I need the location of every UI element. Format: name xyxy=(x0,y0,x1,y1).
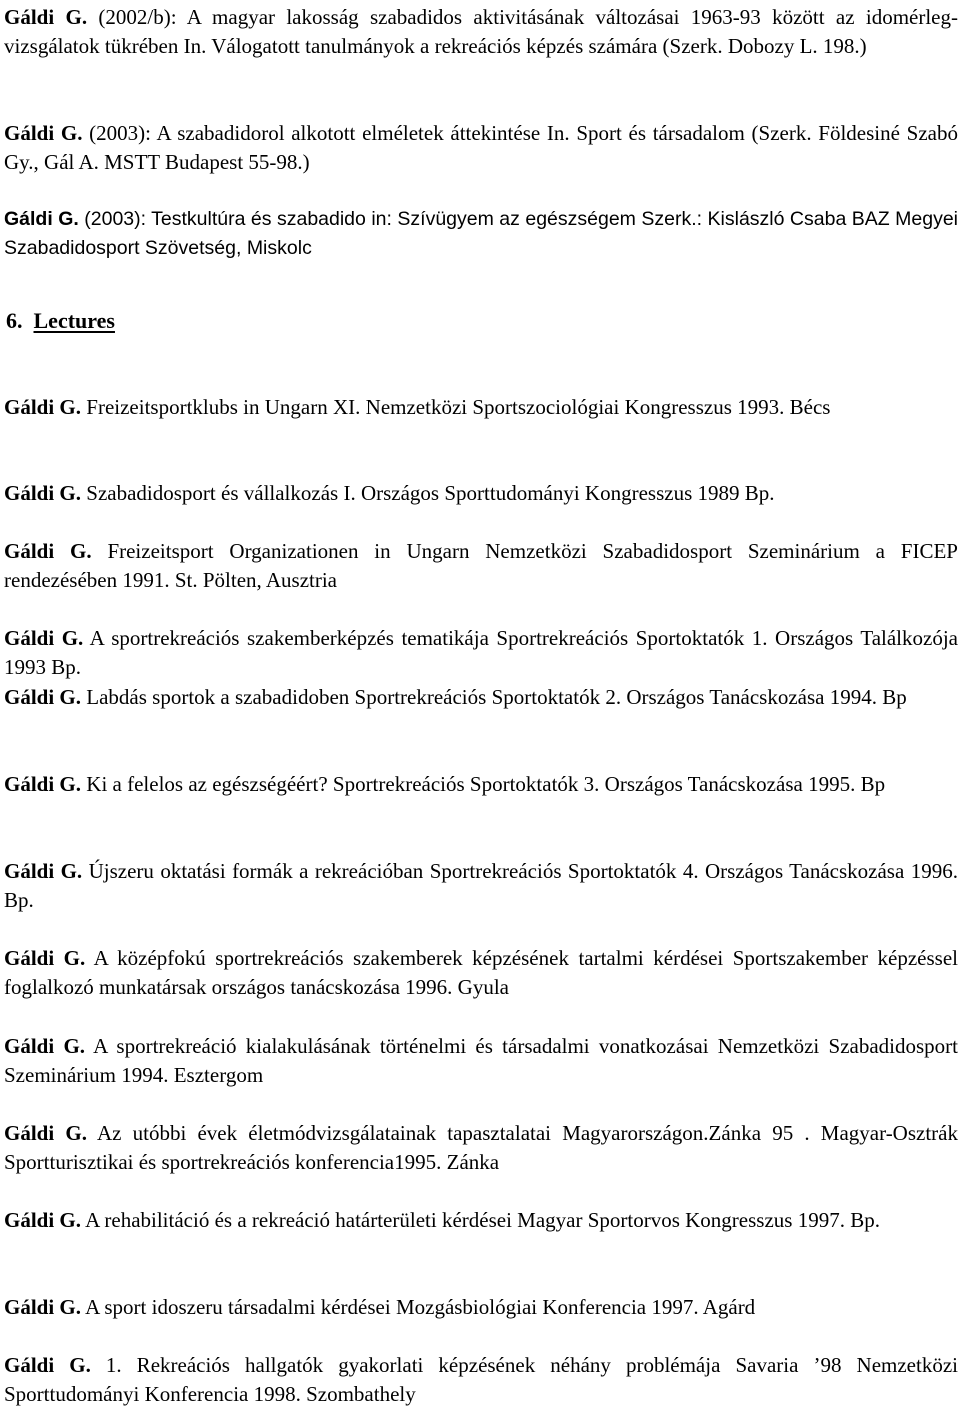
lecture-author: Gáldi G. xyxy=(4,1034,86,1058)
lecture-author: Gáldi G. xyxy=(4,946,86,970)
lecture-author: Gáldi G. xyxy=(4,859,83,883)
lecture-text: A sport idoszeru társadalmi kérdései Mozgásbiológiai Konferencia 1997. Agárd xyxy=(81,1295,756,1319)
lecture-entry xyxy=(4,1119,958,1177)
lecture-text: A rehabilitáció és a rekreáció határterületi kérdései Magyar Sportorvos Kongresszus 1997. Bp. xyxy=(81,1208,880,1232)
lecture-author: Gáldi G. xyxy=(4,685,82,709)
lecture-author: Gáldi G. xyxy=(4,1208,82,1232)
lecture-entry xyxy=(4,1032,958,1090)
lecture-entry xyxy=(4,683,958,712)
lecture-text: A sportrekreációs szakemberképzés tematikája Sportrekreációs Sportoktatók 1. Országos Találkozója 1993 Bp. xyxy=(4,626,958,679)
lecture-entry xyxy=(4,1293,958,1322)
lecture-author: Gáldi G. xyxy=(4,626,84,650)
lecture-text: Az utóbbi évek életmódvizsgálatainak tapasztalatai Magyarországon.Zánka 95 . Magyar-Osztrák Sportturisztikai és sportrekreációs konferencia1995. Zánka xyxy=(4,1121,958,1174)
lecture-entry xyxy=(4,1206,958,1235)
lecture-entry xyxy=(4,624,958,682)
reference-entry xyxy=(4,3,958,61)
reference-text: (2003): Testkultúra és szabadido in: Szívügyem az egészségem Szerk.: Kislászló Csaba BAZ Megyei Szabadidosport Szövetség, Miskolc xyxy=(4,208,958,259)
reference-author: Gáldi G. xyxy=(4,121,83,145)
lecture-text: Újszeru oktatási formák a rekreációban Sportrekreációs Sportoktatók 4. Országos Tanácskozása 1996. Bp. xyxy=(4,859,958,912)
lecture-author: Gáldi G. xyxy=(4,395,82,419)
lecture-text: 1. Rekreációs hallgatók gyakorlati képzésének néhány problémája Savaria ’98 Nemzetközi Sporttudományi Konferencia 1998. Szombathely xyxy=(4,1353,958,1406)
lecture-text: Freizeitsport Organizationen in Ungarn Nemzetközi Szabadidosport Szeminárium a FICEP rendezésében 1991. St. Pölten, Ausztria xyxy=(4,539,958,592)
lecture-text: Freizeitsportklubs in Ungarn XI. Nemzetközi Sportszociológiai Kongresszus 1993. Bécs xyxy=(81,395,831,419)
lecture-entry xyxy=(4,393,958,422)
lecture-author: Gáldi G. xyxy=(4,1295,82,1319)
lecture-author: Gáldi G. xyxy=(4,772,82,796)
reference-author: Gáldi G. xyxy=(4,5,88,29)
lecture-entry xyxy=(4,537,958,595)
lecture-text: Labdás sportok a szabadidoben Sportrekreációs Sportoktatók 2. Országos Tanácskozása 1994. Bp xyxy=(81,685,907,709)
lecture-author: Gáldi G. xyxy=(4,1121,87,1145)
reference-entry xyxy=(4,205,958,263)
section-title: Lectures xyxy=(33,308,115,333)
lecture-text: A középfokú sportrekreációs szakemberek képzésének tartalmi kérdései Sportszakember képzéssel foglalkozó munkatársak országos tanácskozása 1996. Gyula xyxy=(4,946,958,999)
reference-author: Gáldi G. xyxy=(4,208,79,230)
lecture-author: Gáldi G. xyxy=(4,539,92,563)
lecture-entry xyxy=(4,857,958,915)
lecture-text: A sportrekreáció kialakulásának történelmi és társadalmi vonatkozásai Nemzetközi Szabadidosport Szeminárium 1994. Esztergom xyxy=(4,1034,958,1087)
lecture-text: Ki a felelos az egészségéért? Sportrekreációs Sportoktatók 3. Országos Tanácskozása 1995. Bp xyxy=(81,772,886,796)
reference-entry xyxy=(4,119,958,177)
lecture-entry xyxy=(4,1351,958,1409)
reference-text: (2003): A szabadidorol alkotott elméletek áttekintése In. Sport és társadalom (Szerk. Földesiné Szabó Gy., Gál A. MSTT Budapest 55-98.) xyxy=(4,121,958,174)
section-number: 6. xyxy=(6,308,23,333)
reference-text: (2002/b): A magyar lakosság szabadidos aktivitásának változásai 1963-93 között az idomérleg-vizsgálatok tükrében In. Válogatott tanulmányok a rekreációs képzés számára (Szerk. Dobozy L. 198.) xyxy=(4,5,958,58)
lecture-text: Szabadidosport és vállalkozás I. Országos Sporttudományi Kongresszus 1989 Bp. xyxy=(81,481,775,505)
section-heading xyxy=(6,306,115,335)
lecture-entry xyxy=(4,770,958,799)
lecture-author: Gáldi G. xyxy=(4,1353,91,1377)
lecture-author: Gáldi G. xyxy=(4,481,82,505)
lecture-entry xyxy=(4,944,958,1002)
lecture-entry xyxy=(4,479,958,508)
